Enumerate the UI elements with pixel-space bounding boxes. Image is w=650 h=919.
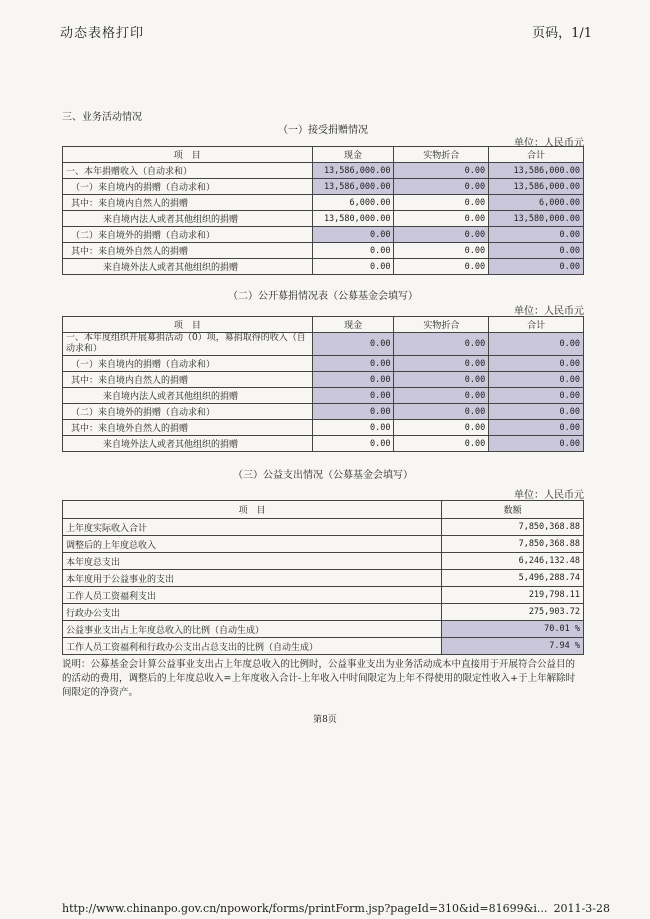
cell-cash: 6,000.00 bbox=[312, 195, 394, 211]
cell-total: 0.00 bbox=[489, 227, 584, 243]
row-label: 一、本年捐赠收入（自动求和） bbox=[63, 163, 313, 179]
table-row bbox=[63, 536, 584, 553]
cell-amount: 5,496,288.74 bbox=[442, 570, 584, 587]
table1-title: （一）接受捐赠情况 bbox=[278, 125, 368, 136]
header-cash: 现金 bbox=[312, 147, 394, 163]
table-row bbox=[63, 638, 584, 655]
table-row bbox=[63, 587, 584, 604]
header-item: 项 目 bbox=[63, 147, 313, 163]
row-label: （一）来自境内的捐赠（自动求和） bbox=[63, 356, 313, 372]
cell-total: 6,000.00 bbox=[489, 195, 584, 211]
cell-amount: 6,246,132.48 bbox=[442, 553, 584, 570]
row-label: 一、本年度组织开展募捐活动（0）项，募捐取得的收入（自动求和） bbox=[63, 333, 313, 356]
cell-amount: 7,850,368.88 bbox=[442, 519, 584, 536]
table-row bbox=[63, 179, 584, 195]
table3-title: （三）公益支出情况（公募基金会填写） bbox=[233, 470, 413, 481]
page-number: 第8页 bbox=[313, 715, 337, 725]
section-title: 三、业务活动情况 bbox=[62, 112, 142, 123]
cell-goods: 0.00 bbox=[394, 356, 489, 372]
header-total: 合计 bbox=[489, 317, 584, 333]
cell-goods: 0.00 bbox=[394, 211, 489, 227]
row-label: 来自境外法人或者其他组织的捐赠 bbox=[63, 259, 313, 275]
row-label: 其中：来自境外自然人的捐赠 bbox=[63, 243, 313, 259]
row-label: 本年度用于公益事业的支出 bbox=[63, 570, 442, 587]
header-goods: 实物折合 bbox=[394, 317, 489, 333]
cell-goods: 0.00 bbox=[394, 227, 489, 243]
table-row bbox=[63, 356, 584, 372]
table-row bbox=[63, 211, 584, 227]
cell-goods: 0.00 bbox=[394, 243, 489, 259]
cell-total: 0.00 bbox=[489, 420, 584, 436]
header-item: 项 目 bbox=[63, 501, 442, 519]
cell-total: 13,580,000.00 bbox=[489, 211, 584, 227]
row-label: 本年度总支出 bbox=[63, 553, 442, 570]
cell-goods: 0.00 bbox=[394, 388, 489, 404]
table-header-row bbox=[63, 317, 584, 333]
cell-cash: 0.00 bbox=[312, 372, 394, 388]
row-label: 工作人员工资福利支出 bbox=[63, 587, 442, 604]
public-fundraising-table bbox=[62, 316, 584, 452]
cell-cash: 0.00 bbox=[312, 404, 394, 420]
table-row bbox=[63, 195, 584, 211]
cell-total: 13,586,000.00 bbox=[489, 163, 584, 179]
footer-date: 2011-3-28 bbox=[553, 902, 610, 915]
cell-amount: 275,903.72 bbox=[442, 604, 584, 621]
cell-total: 0.00 bbox=[489, 404, 584, 420]
table-row bbox=[63, 333, 584, 356]
cell-cash: 0.00 bbox=[312, 259, 394, 275]
cell-amount: 7.94 % bbox=[442, 638, 584, 655]
table-row bbox=[63, 420, 584, 436]
table-row bbox=[63, 259, 584, 275]
header-cash: 现金 bbox=[312, 317, 394, 333]
cell-total: 0.00 bbox=[489, 356, 584, 372]
cell-cash: 0.00 bbox=[312, 227, 394, 243]
donation-table bbox=[62, 146, 584, 275]
cell-total: 0.00 bbox=[489, 372, 584, 388]
footer-url: http://www.chinanpo.gov.cn/npowork/forms/printForm.jsp?pageId=310&id=81699&i... bbox=[62, 902, 548, 915]
cell-goods: 0.00 bbox=[394, 372, 489, 388]
header-amount: 数额 bbox=[442, 501, 584, 519]
cell-total: 0.00 bbox=[489, 436, 584, 452]
table-row bbox=[63, 163, 584, 179]
public-welfare-expenditure-table bbox=[62, 500, 584, 655]
header-goods: 实物折合 bbox=[394, 147, 489, 163]
page-indicator: 页码，1/1 bbox=[532, 26, 592, 41]
row-label: （一）来自境内的捐赠（自动求和） bbox=[63, 179, 313, 195]
cell-total: 0.00 bbox=[489, 333, 584, 356]
table3-unit: 单位：人民币元 bbox=[514, 490, 584, 501]
table-row bbox=[63, 519, 584, 536]
row-label: （二）来自境外的捐赠（自动求和） bbox=[63, 227, 313, 243]
cell-goods: 0.00 bbox=[394, 195, 489, 211]
table-header-row bbox=[63, 501, 584, 519]
row-label: 其中：来自境外自然人的捐赠 bbox=[63, 420, 313, 436]
header-total: 合计 bbox=[489, 147, 584, 163]
table2-unit: 单位：人民币元 bbox=[514, 306, 584, 317]
cell-goods: 0.00 bbox=[394, 333, 489, 356]
row-label: 上年度实际收入合计 bbox=[63, 519, 442, 536]
row-label: 工作人员工资福利和行政办公支出占总支出的比例（自动生成） bbox=[63, 638, 442, 655]
cell-cash: 0.00 bbox=[312, 356, 394, 372]
table-row bbox=[63, 604, 584, 621]
table-row bbox=[63, 404, 584, 420]
row-label: 其中：来自境内自然人的捐赠 bbox=[63, 372, 313, 388]
row-label: 行政办公支出 bbox=[63, 604, 442, 621]
header-item: 项 目 bbox=[63, 317, 313, 333]
cell-goods: 0.00 bbox=[394, 420, 489, 436]
row-label: 调整后的上年度总收入 bbox=[63, 536, 442, 553]
table-row bbox=[63, 243, 584, 259]
cell-cash: 0.00 bbox=[312, 436, 394, 452]
row-label: 来自境外法人或者其他组织的捐赠 bbox=[63, 436, 313, 452]
row-label: 来自境内法人或者其他组织的捐赠 bbox=[63, 388, 313, 404]
cell-amount: 219,798.11 bbox=[442, 587, 584, 604]
cell-cash: 13,580,000.00 bbox=[312, 211, 394, 227]
table-row bbox=[63, 388, 584, 404]
cell-goods: 0.00 bbox=[394, 179, 489, 195]
table-row bbox=[63, 553, 584, 570]
table-row bbox=[63, 227, 584, 243]
cell-cash: 13,586,000.00 bbox=[312, 179, 394, 195]
cell-goods: 0.00 bbox=[394, 163, 489, 179]
print-header-title: 动态表格打印 bbox=[60, 26, 145, 41]
cell-amount: 70.01 % bbox=[442, 621, 584, 638]
cell-goods: 0.00 bbox=[394, 259, 489, 275]
table-header-row bbox=[63, 147, 584, 163]
cell-cash: 0.00 bbox=[312, 243, 394, 259]
cell-goods: 0.00 bbox=[394, 404, 489, 420]
cell-total: 13,586,000.00 bbox=[489, 179, 584, 195]
row-label: （二）来自境外的捐赠（自动求和） bbox=[63, 404, 313, 420]
cell-amount: 7,850,368.88 bbox=[442, 536, 584, 553]
table-row bbox=[63, 570, 584, 587]
cell-cash: 0.00 bbox=[312, 388, 394, 404]
explanation-note: 说明：公募基金会计算公益事业支出占上年度总收入的比例时，公益事业支出为业务活动成本中直接用于开展符合公益目的的活动的费用，调整后的上年度总收入=上年度收入合计-上年收入中时间限定为上年不得使用的限定性收入+于上年解除时间限定的净资产。 bbox=[62, 659, 576, 698]
table-row bbox=[63, 621, 584, 638]
cell-goods: 0.00 bbox=[394, 436, 489, 452]
row-label: 公益事业支出占上年度总收入的比例（自动生成） bbox=[63, 621, 442, 638]
cell-cash: 0.00 bbox=[312, 420, 394, 436]
table-row bbox=[63, 436, 584, 452]
cell-cash: 13,586,000.00 bbox=[312, 163, 394, 179]
cell-total: 0.00 bbox=[489, 259, 584, 275]
cell-total: 0.00 bbox=[489, 388, 584, 404]
table2-title: （二）公开募捐情况表（公募基金会填写） bbox=[228, 291, 418, 302]
cell-cash: 0.00 bbox=[312, 333, 394, 356]
table-row bbox=[63, 372, 584, 388]
row-label: 来自境内法人或者其他组织的捐赠 bbox=[63, 211, 313, 227]
row-label: 其中：来自境内自然人的捐赠 bbox=[63, 195, 313, 211]
table1-unit: 单位：人民币元 bbox=[514, 138, 584, 149]
cell-total: 0.00 bbox=[489, 243, 584, 259]
